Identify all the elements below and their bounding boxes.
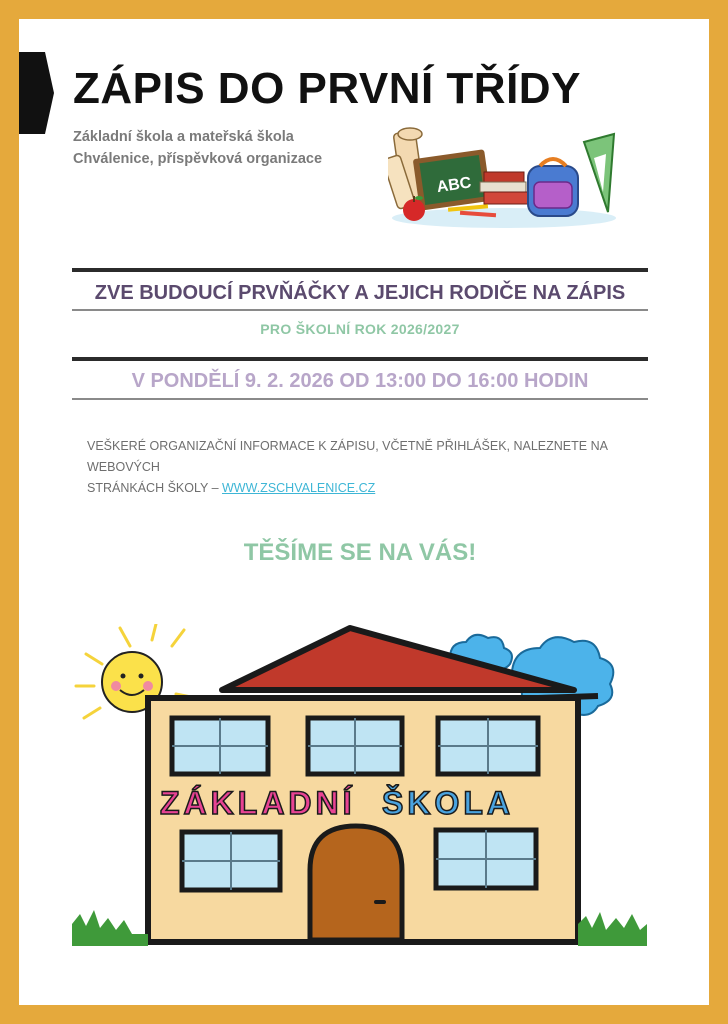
books-icon xyxy=(480,172,528,204)
school-name-line2: Chválenice, příspěvková organizace xyxy=(73,151,323,167)
sign-word-1: ZÁKLADNÍ xyxy=(160,785,356,821)
divider xyxy=(72,398,648,400)
invitation-headline: ZVE BUDOUCÍ PRVŇÁČKY A JEJICH RODIČE NA ZÁPIS xyxy=(94,282,626,304)
school-name xyxy=(73,126,322,170)
enrollment-date: V PONDĚLÍ 9. 2. 2026 OD 13:00 DO 16:00 HODIN xyxy=(131,370,589,392)
school-website-link[interactable]: WWW.ZSCHVALENICE.CZ xyxy=(222,481,376,495)
triangle-ruler-icon xyxy=(584,134,614,212)
greeting: TĚŠÍME SE NA VÁS! xyxy=(243,539,477,566)
sign-word-2: ŠKOLA xyxy=(382,785,514,821)
chalkboard-text: ABC xyxy=(435,174,473,197)
backpack-icon xyxy=(528,159,578,216)
school-year: PRO ŠKOLNÍ ROK 2026/2027 xyxy=(260,321,460,337)
info-line2-text: STRÁNKÁCH ŠKOLY – xyxy=(87,481,222,495)
divider xyxy=(72,268,648,272)
school-supplies-clipart xyxy=(388,122,620,230)
divider xyxy=(72,309,648,311)
chalkboard-icon xyxy=(413,149,492,211)
info-paragraph xyxy=(87,436,647,499)
divider xyxy=(72,357,648,361)
school-illustration xyxy=(72,624,647,946)
door-icon xyxy=(310,826,402,940)
bookmark-tab-icon xyxy=(19,52,54,134)
school-name-line1: Základní škola a mateřská škola xyxy=(73,129,294,145)
info-line1: VEŠKERÉ ORGANIZAČNÍ INFORMACE K ZÁPISU, VČETNĚ PŘIHLÁŠEK, NALEZNETE NA WEBOVÝCH xyxy=(87,439,608,474)
info-line2 xyxy=(87,478,647,499)
page-title: ZÁPIS DO PRVNÍ TŘÍDY xyxy=(73,64,581,113)
